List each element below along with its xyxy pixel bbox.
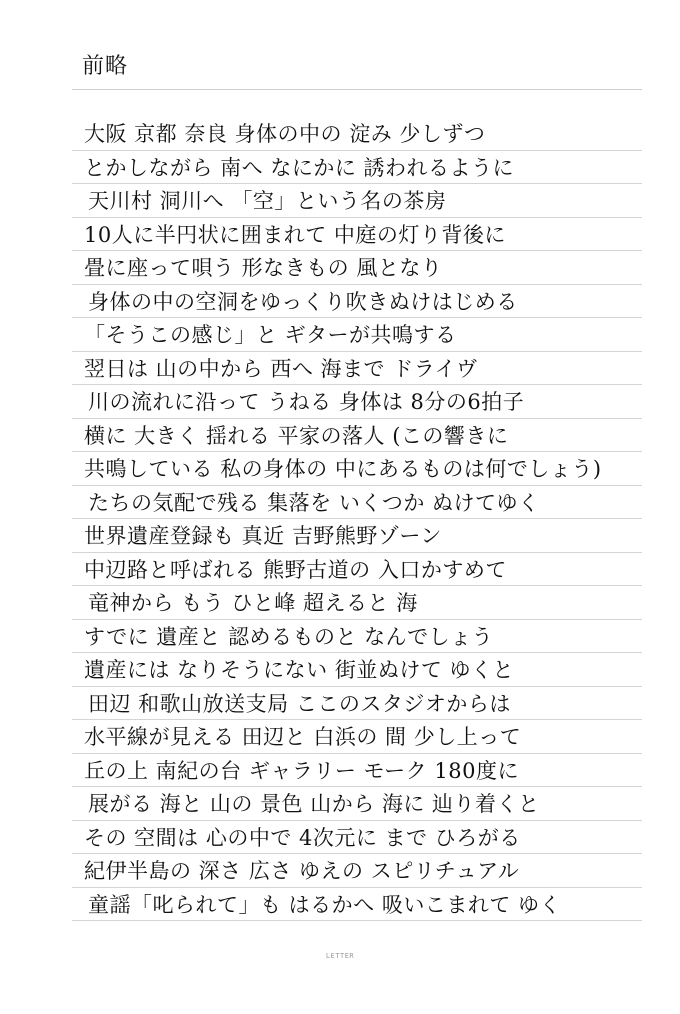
letter-line: 10人に半円状に囲まれて 中庭の灯り背後に	[84, 222, 506, 247]
letter-line: とかしながら 南へ なにかに 誘われるように	[84, 155, 515, 180]
letter-line: 紀伊半島の 深さ 広さ ゆえの スピリチュアル	[84, 859, 520, 883]
letter-line: 「そうこの感じ」と ギターが共鳴する	[84, 323, 457, 347]
letter-line: 展がる 海と 山の 景色 山から 海に 辿り着くと	[88, 792, 540, 816]
letter-line: その 空間は 心の中で 4次元に まで ひろがる	[84, 825, 521, 850]
letter-line: たちの気配で残る 集落を いくつか ぬけてゆく	[88, 490, 540, 515]
letter-line: 川の流れに沿って うねる 身体は 8分の6拍子	[88, 390, 525, 414]
letter-line: 世界遺産登録も 真近 吉野熊野ゾーン	[84, 524, 442, 548]
letter-line: 童謡「叱られて」も はるかへ 吸いこまれて ゆく	[88, 892, 562, 917]
letter-line: 横に 大きく 揺れる 平家の落人 (この響きに	[84, 423, 509, 448]
header-rule	[72, 89, 642, 90]
letter-line: 共鳴している 私の身体の 中にあるものは何でしょう)	[84, 457, 602, 481]
letter-line: すでに 遺産と 認めるものと なんでしょう	[84, 624, 494, 649]
letter-line: 翌日は 山の中から 西へ 海まで ドライヴ	[84, 356, 478, 381]
letter-line: 田辺 和歌山放送支局 ここのスタジオからは	[88, 691, 511, 716]
letter-line: 丘の上 南紀の台 ギャラリー モーク 180度に	[84, 758, 519, 783]
letter-salutation: 前略	[82, 54, 129, 79]
letter-line: 遺産には なりそうにない 街並ぬけて ゆくと	[84, 658, 515, 682]
letter-body	[84, 118, 644, 922]
letter-line: 天川村 洞川へ 「空」という名の茶房	[88, 189, 447, 213]
footer-mark: LETTER	[325, 952, 355, 960]
letter-line: 畳に座って唄う 形なきもの 風となり	[84, 256, 443, 280]
letter-line: 中辺路と呼ばれる 熊野古道の 入口かすめて	[84, 557, 507, 582]
letter-line: 身体の中の空洞をゆっくり吹きぬけはじめる	[88, 289, 518, 314]
letter-line: 大阪 京都 奈良 身体の中の 淀み 少しずつ	[84, 122, 486, 146]
letter-line: 竜神から もう ひと峰 超えると 海	[88, 591, 418, 615]
letter-line: 水平線が見える 田辺と 白浜の 間 少し上って	[84, 725, 522, 749]
